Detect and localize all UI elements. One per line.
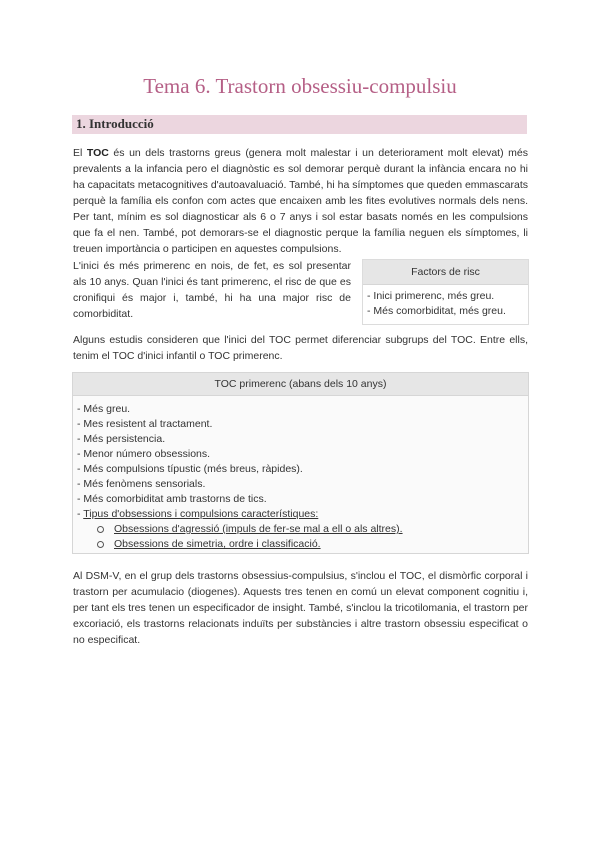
- risk-factors-list: [367, 289, 528, 319]
- early-toc-list: [77, 402, 528, 552]
- early-toc-item-characteristics: [77, 507, 528, 552]
- early-toc-item: - Menor número obsessions.: [77, 448, 211, 460]
- risk-factors-box: [362, 259, 529, 325]
- early-toc-box: [72, 372, 529, 554]
- risk-factor-item: - Més comorbiditat, més greu.: [367, 305, 506, 317]
- intro-prefix: El: [73, 147, 87, 159]
- dsm-paragraph: Al DSM-V, en el grup dels trastorns obsessius-compulsius, s'inclou el TOC, el dismòrfic corporal i trastorn per acumulacio (diogenes). Aquests tres tenen en comú un elevat component cognitiu i, per tant els tres tenen un especificador de insight. També, s'inclou la tricotilomania, el trastorn per excoriació, els trastorns relacionats induïts per substàncies i altre trastorn obsessiu especificat o no especificat.: [73, 570, 528, 646]
- characteristics-sublist: [77, 522, 528, 552]
- early-toc-title: TOC primerenc (abans dels 10 anys): [73, 373, 528, 396]
- section-heading-bar: [72, 115, 527, 134]
- sub-list-item: [94, 522, 528, 537]
- page-title: Tema 6. Trastorn obsessiu-compulsiu: [143, 74, 457, 98]
- risk-factors-title: Factors de risc: [363, 260, 528, 285]
- characteristics-label: Tipus d'obsessions i compulsions característiques:: [83, 508, 319, 520]
- early-toc-item: - Més greu.: [77, 403, 131, 415]
- onset-paragraph: L'inici és més primerenc en nois, de fet, es sol presentar als 10 anys. Quan l'inici és tant primerenc, el risc de que es cronifiqui és major i, també, hi ha una major risc de comorbiditat.: [73, 260, 351, 320]
- circle-bullet-icon: [97, 526, 104, 533]
- early-toc-item: - Més comorbiditat amb trastorns de tics.: [77, 493, 267, 505]
- circle-bullet-icon: [97, 541, 104, 548]
- section-heading: 1. Introducció: [76, 116, 154, 131]
- intro-rest: és un dels trastorns greus (genera molt malestar i un deteriorament molt elevat) més prevalents a la infancia pero el diagnòstic es sol demorar perquè durant la infància encara no hi ha capacitats metacognitives d'autoavaluació. També, hi ha símptomes que queden emmascarats perquè la família els confon com actes que encaixen amb les fites evolutives normals dels nens. Per tant, mínim es sol diagnosticar als 6 o 7 anys i sol estar basats només en les compulsions que fa el nen. També, pot demorars-se el diagnostic perque la família neguen els símptomes, li treuen importància o participen en aquestes compulsions.: [73, 147, 528, 255]
- intro-paragraph: [73, 145, 528, 257]
- early-toc-item: - Mes resistent al tractament.: [77, 418, 213, 430]
- sub-item-text: Obsessions d'agressió (impuls de fer-se mal a ell o als altres).: [114, 523, 403, 535]
- dash-prefix: -: [77, 508, 84, 520]
- sub-list-item: [94, 537, 528, 552]
- sub-item-text: Obsessions de simetria, ordre i classificació.: [114, 538, 321, 550]
- subgroups-paragraph: Alguns estudis consideren que l'inici del TOC permet diferenciar subgrups del TOC. Entre ells, tenim el TOC d'inici infantil o TOC primerenc.: [73, 334, 528, 362]
- toc-bold-term: TOC: [86, 147, 109, 159]
- early-toc-item: - Més compulsions típustic (més breus, ràpides).: [77, 463, 303, 475]
- early-toc-item: - Més fenòmens sensorials.: [77, 478, 206, 490]
- early-toc-item: - Més persistencia.: [77, 433, 166, 445]
- risk-factor-item: - Inici primerenc, més greu.: [367, 290, 495, 302]
